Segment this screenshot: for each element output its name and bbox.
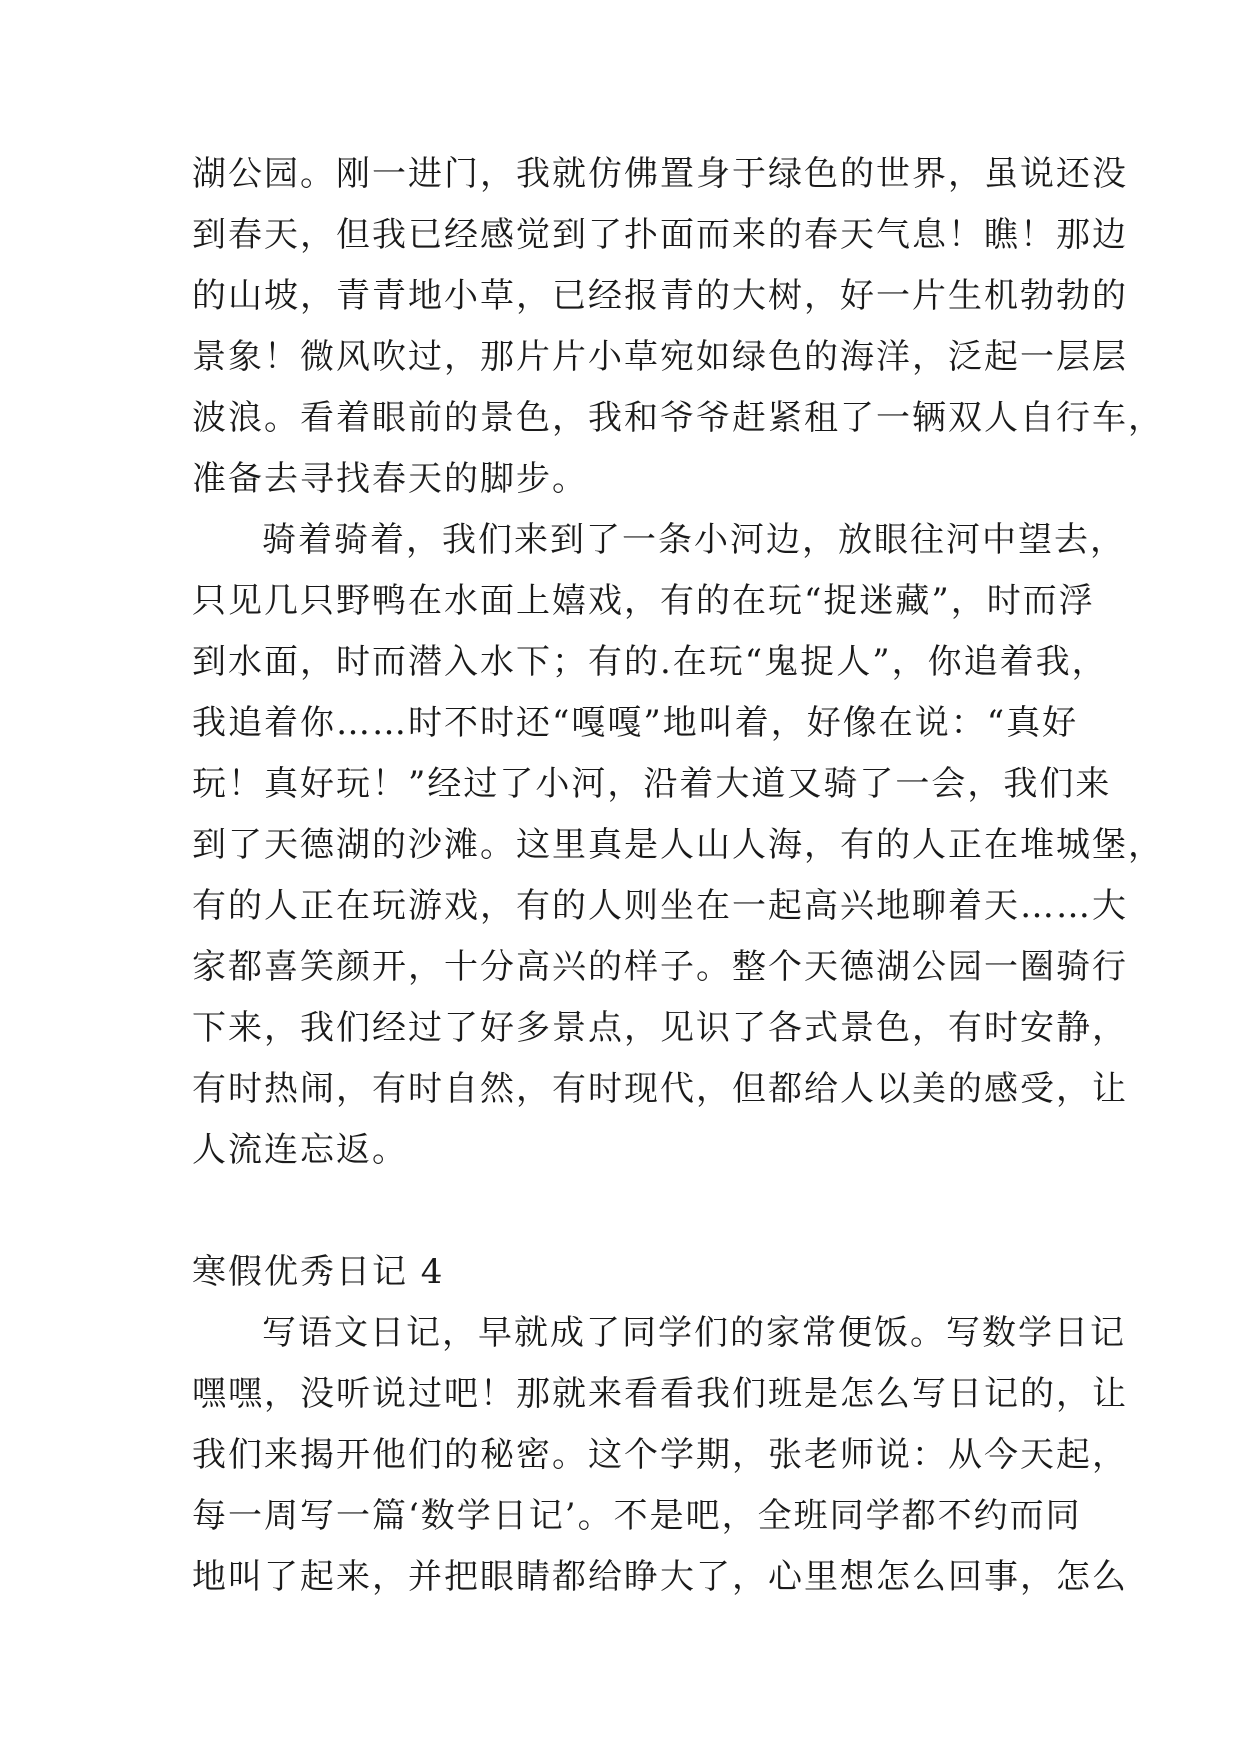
- paragraph-line: 下来，我们经过了好多景点，见识了各式景色，有时安静，: [192, 1008, 1128, 1048]
- document-body: [192, 144, 1164, 1608]
- paragraph-line: 的山坡，青青地小草，已经报青的大树，好一片生机勃勃的: [192, 276, 1128, 316]
- paragraph-line: 有的人正在玩游戏，有的人则坐在一起高兴地聊着天……大: [192, 886, 1128, 926]
- paragraph-1: [192, 144, 1164, 510]
- paragraph-line: 景象！微风吹过，那片片小草宛如绿色的海洋，泛起一层层: [192, 337, 1128, 377]
- paragraph-line: 波浪。看着眼前的景色，我和爷爷赶紧租了一辆双人自行车，: [192, 398, 1164, 438]
- paragraph-line: 准备去寻找春天的脚步。: [192, 459, 588, 499]
- paragraph-line: 只见几只野鸭在水面上嬉戏，有的在玩“捉迷藏”，时而浮: [192, 581, 1095, 621]
- section-heading: 寒假优秀日记 4: [192, 1252, 445, 1292]
- paragraph-line: 人流连忘返。: [192, 1130, 408, 1170]
- paragraph-line: 湖公园。刚一进门，我就仿佛置身于绿色的世界，虽说还没: [192, 154, 1128, 194]
- blank-line: [192, 1181, 1062, 1242]
- paragraph-line: 到春天，但我已经感觉到了扑面而来的春天气息！瞧！那边: [192, 215, 1128, 255]
- paragraph-line: 玩！真好玩！”经过了小河，沿着大道又骑了一会，我们来: [192, 764, 1112, 804]
- paragraph-line: 地叫了起来，并把眼睛都给睁大了，心里想怎么回事，怎么: [192, 1557, 1128, 1597]
- paragraph-line: 骑着骑着，我们来到了一条小河边，放眼往河中望去，: [262, 520, 1126, 560]
- paragraph-line: 到水面，时而潜入水下；有的.在玩“鬼捉人”，你追着我，: [192, 642, 1108, 682]
- paragraph-2: [192, 510, 1164, 1181]
- paragraph-line: 到了天德湖的沙滩。这里真是人山人海，有的人正在堆城堡，: [192, 825, 1164, 865]
- paragraph-line: 我追着你……时不时还“嘎嘎”地叫着，好像在说：“真好: [192, 703, 1079, 743]
- paragraph-line: 我们来揭开他们的秘密。这个学期，张老师说：从今天起，: [192, 1435, 1128, 1475]
- paragraph-line: 有时热闹，有时自然，有时现代，但都给人以美的感受，让: [192, 1069, 1128, 1109]
- paragraph-line: 家都喜笑颜开，十分高兴的样子。整个天德湖公园一圈骑行: [192, 947, 1128, 987]
- paragraph-3: [192, 1303, 1128, 1608]
- paragraph-line: 嘿嘿，没听说过吧！那就来看看我们班是怎么写日记的，让: [192, 1374, 1128, 1414]
- paragraph-line: 写语文日记，早就成了同学们的家常便饭。写数学日记: [262, 1313, 1126, 1353]
- paragraph-line: 每一周写一篇‘数学日记’。不是吧，全班同学都不约而同: [192, 1496, 1082, 1536]
